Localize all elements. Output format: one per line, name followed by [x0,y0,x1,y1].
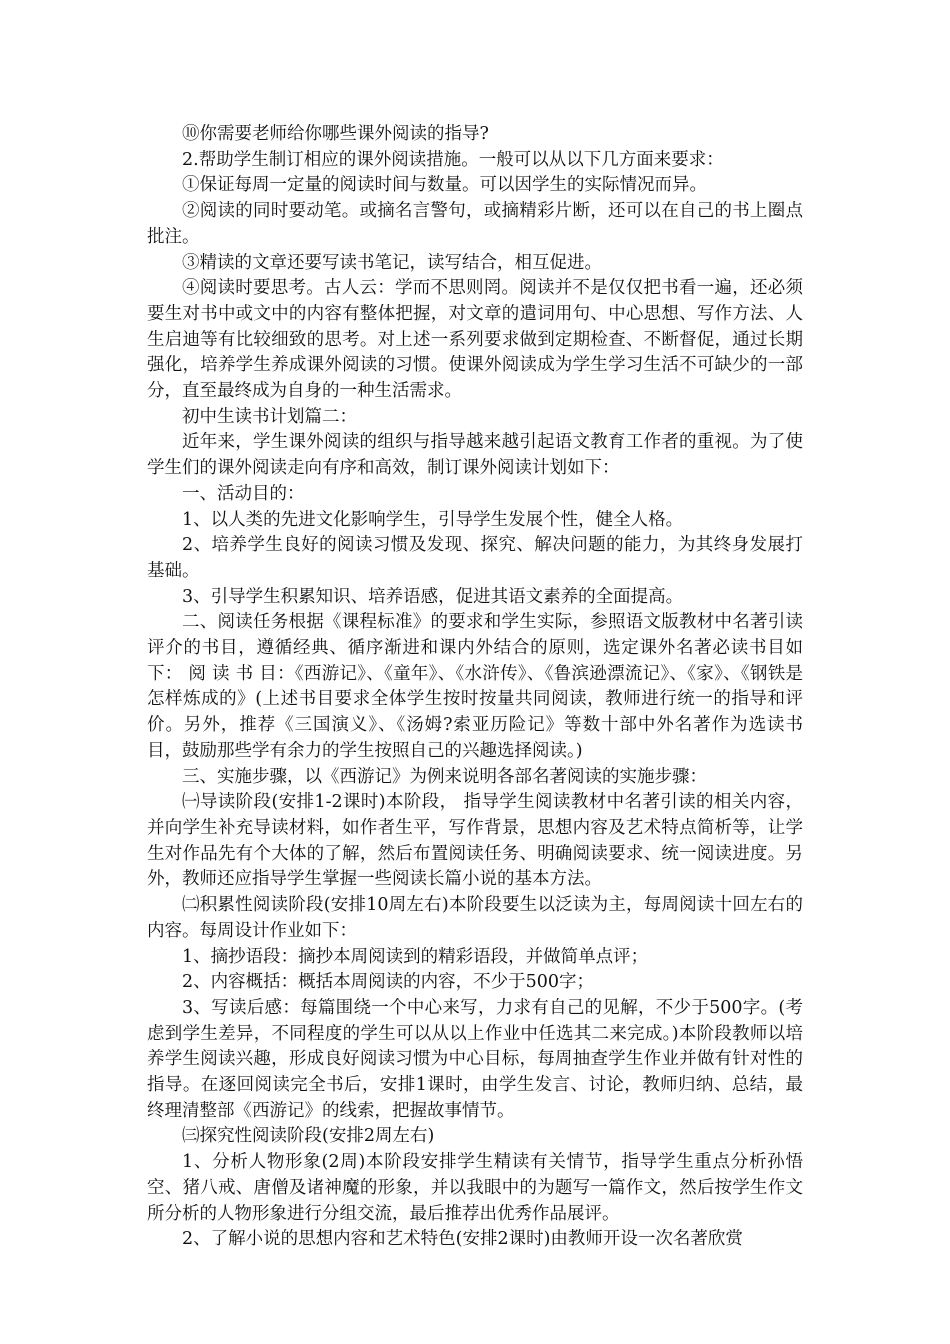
paragraph: 2.帮助学生制订相应的课外阅读措施。一般可以从以下几方面来要求： [182,149,724,170]
paragraph: 2、内容概括：概括本周阅读的内容，不少于500字； [182,972,595,993]
paragraph: ㈡积累性阅读阶段(安排10周左右)本阶段要生以泛读为主，每周阅读十回左右的内容。每周设计作业如下： [147,895,803,941]
paragraph: 二、阅读任务根据《课程标准》的要求和学生实际，参照语文版教材中名著引读评介的书目，遵循经典、循序渐进和课内外结合的原则，选定课外名著必读书目如下： 阅 读 书 目：《西游记》、《童年》、《水浒传》、《鲁滨逊漂流记》、《家》、《钢铁是怎样炼成的》(上述书目要求全体学生按时按量共同阅读，教师进行统一的指导和评价。另外，推荐《三国演义》、《汤姆?索亚历险记》等数十部中外名著作为选读书目，鼓励那些学有余力的学生按照自己的兴趣选择阅读。) [147,612,803,761]
paragraph: 2、培养学生良好的阅读习惯及发现、探究、解决问题的能力，为其终身发展打基础。 [147,535,803,581]
paragraph: 3、引导学生积累知识、培养语感，促进其语文素养的全面提高。 [182,586,684,607]
paragraph: 三、实施步骤，以《西游记》为例来说明各部名著阅读的实施步骤： [182,766,707,787]
paragraph: 1、摘抄语段：摘抄本周阅读到的精彩语段，并做简单点评； [182,946,649,967]
paragraph: 2、了解小说的思想内容和艺术特色(安排2课时)由教师开设一次名著欣赏 [182,1229,743,1250]
paragraph: 近年来，学生课外阅读的组织与指导越来越引起语文教育工作者的重视。为了使学生们的课外阅读走向有序和高效，制订课外阅读计划如下： [147,432,803,479]
paragraph: 一、活动目的： [182,483,305,504]
section-heading: 初中生读书计划篇二： [182,406,357,427]
paragraph: 1、以人类的先进文化影响学生，引导学生发展个性，健全人格。 [182,509,684,530]
paragraph: 1、分析人物形象(2周)本阶段安排学生精读有关情节，指导学生重点分析孙悟空、猪八戒、唐僧及诸神魔的形象，并以我眼中的为题写一篇作文，然后按学生作文所分析的人物形象进行分组交流，最后推荐出优秀作品展评。 [147,1152,803,1224]
paragraph: ㈠导读阶段(安排1-2课时)本阶段， 指导学生阅读教材中名著引读的相关内容，并向学生补充导读材料，如作者生平，写作背景，思想内容及艺术特点简析等，让学生对作品先有个大体的了解，然后布置阅读任务、明确阅读要求、统一阅读进度。另外，教师还应指导学生掌握一些阅读长篇小说的基本方法。 [147,792,803,890]
paragraph: 3、写读后感：每篇围绕一个中心来写，力求有自己的见解，不少于500字。(考虑到学生差异，不同程度的学生可以从以上作业中任选其二来完成。)本阶段教师以培养学生阅读兴趣，形成良好阅读习惯为中心目标，每周抽查学生作业并做有针对性的指导。在逐回阅读完全书后，安排1课时，由学生发言、讨论，教师归纳、总结，最终理清整部《西游记》的线索，把握故事情节。 [147,997,803,1121]
paragraph: ⑩你需要老师给你哪些课外阅读的指导? [182,124,489,144]
paragraph: ③精读的文章还要写读书笔记，读写结合，相互促进。 [182,252,602,273]
paragraph: ①保证每周一定量的阅读时间与数量。可以因学生的实际情况而异。 [182,175,707,196]
paragraph: ④阅读时要思考。古人云：学而不思则罔。阅读并不是仅仅把书看一遍，还必须要生对书中或文中的内容有整体把握，对文章的遣词用句、中心思想、写作方法、人生启迪等有比较细致的思考。对上述一系列要求做到定期检查、不断督促，通过长期强化，培养学生养成课外阅读的习惯。使课外阅读成为学生学习生活不可缺少的一部分，直至最终成为自身的一种生活需求。 [147,278,803,402]
paragraph: ㈢探究性阅读阶段(安排2周左右) [182,1126,435,1147]
paragraph: ②阅读的同时要动笔。或摘名言警句，或摘精彩片断，还可以在自己的书上圈点批注。 [147,201,803,247]
document-body [147,122,803,1253]
